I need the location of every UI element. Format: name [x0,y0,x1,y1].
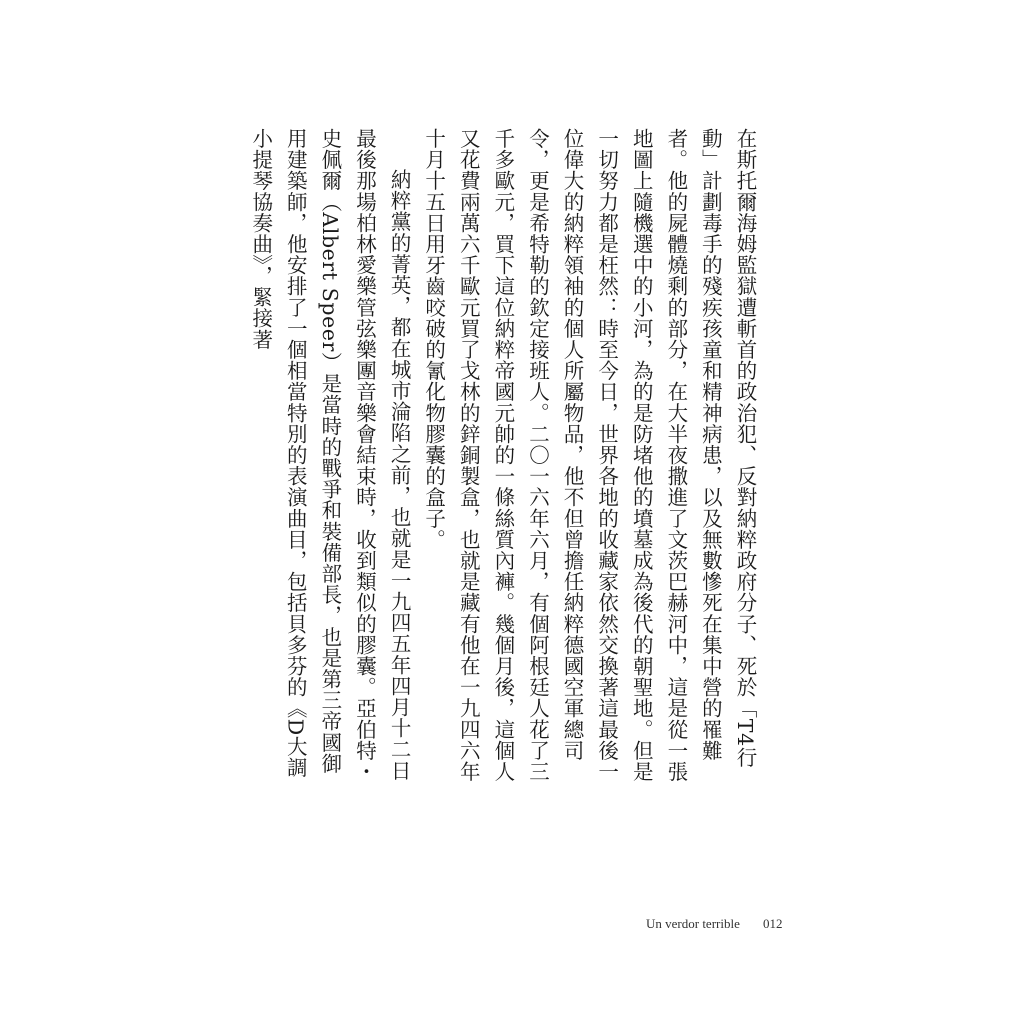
page-number: 012 [763,916,783,931]
paragraph-2: 納粹黨的菁英，都在城市淪陷之前，也就是一九四五年四月十二日最後那場柏林愛樂管弦樂團音樂會結束時，收到類似的膠囊。亞伯特・史佩爾（Albert Speer）是當時的戰爭和裝備部長，也是第三帝國御用建築師，他安排了一個相當特別的表演曲目，包括貝多芬的《D大調小提琴協奏曲》，緊接著 [248,128,412,783]
page-footer [0,914,1024,934]
paragraph-1: 在斯托爾海姆監獄遭斬首的政治犯、反對納粹政府分子、死於「T4行動」計劃毒手的殘疾孩童和精神病患，以及無數慘死在集中營的罹難者。他的屍體燒剩的部分，在大半夜撒進了文茨巴赫河中，這是從一張地圖上隨機選中的小河，為的是防堵他的墳墓成為後代的朝聖地。但是一切努力都是枉然：時至今日，世界各地的收藏家依然交換著這最後一位偉大的納粹領袖的個人所屬物品，他不但曾擔任納粹德國空軍總司令，更是希特勒的欽定接班人。二〇一六年六月，有個阿根廷人花了三千多歐元，買下這位納粹帝國元帥的一條絲質內褲。幾個月後，這個人又花費兩萬六千歐元買了戈林的鋅銅製盒，也就是藏有他在一九四六年十月十五日用牙齒咬破的氰化物膠囊的盒子。 [421,128,757,783]
body-text [243,128,762,788]
running-title: Un verdor terrible [646,916,740,931]
